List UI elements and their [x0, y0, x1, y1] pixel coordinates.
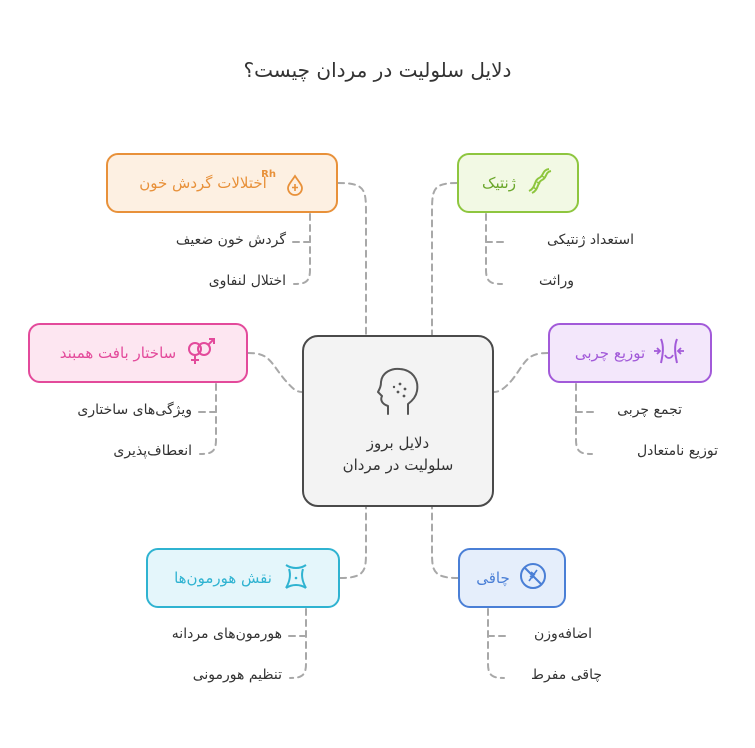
no-food-icon [518, 561, 548, 595]
dna-strand-icon [524, 166, 554, 200]
leaf-male-hormones: هورمون‌های مردانه [171, 626, 282, 642]
leaf-genetic-predisposition: استعداد ژنتیکی [546, 232, 634, 248]
leaf-fat-accumulation: تجمع چربی [617, 402, 682, 418]
head-skin-icon [374, 366, 422, 422]
waist-arrows-icon [653, 336, 685, 370]
gender-symbols-icon [184, 336, 216, 370]
node-genetics [457, 153, 579, 213]
node-obesity [458, 548, 566, 608]
leaf-lymphatic-disorder: اختلال لنفاوی [208, 273, 286, 289]
leaf-heredity: وراثت [538, 273, 574, 289]
diagram-title: دلایل سلولیت در مردان چیست؟ [243, 58, 512, 82]
leaf-uneven-distribution: توزیع نامتعادل [637, 443, 718, 459]
node-blood-circulation [106, 153, 338, 213]
leaf-morbid-obesity: چاقی مفرط [531, 667, 602, 683]
central-topic-line1: دلایل بروز [366, 434, 430, 452]
node-connective-tissue [28, 323, 248, 383]
svg-text:Rh: Rh [260, 169, 276, 180]
node-genetics-label: ژنتیک [482, 174, 516, 192]
leaf-poor-circulation: گردش خون ضعیف [175, 232, 286, 248]
node-obesity-label: چاقی [476, 569, 510, 587]
rh-blood-drop-icon [260, 166, 305, 200]
node-blood-circulation-label: اختلالات گردش خون [139, 174, 267, 192]
node-fat-distribution [548, 323, 712, 383]
torso-icon [280, 561, 312, 595]
leaf-hormonal-regulation: تنظیم هورمونی [192, 667, 282, 683]
leaf-overweight: اضافه‌وزن [533, 626, 592, 642]
central-topic-line2: سلولیت در مردان [342, 456, 454, 474]
central-topic [302, 335, 494, 507]
node-fat-distribution-label: توزیع چربی [574, 344, 646, 362]
node-hormones [146, 548, 340, 608]
node-connective-tissue-label: ساختار بافت همبند [59, 344, 177, 362]
leaf-structural-features: ویژگی‌های ساختاری [77, 402, 192, 418]
leaf-flexibility: انعطاف‌پذیری [113, 443, 192, 459]
node-hormones-label: نقش هورمون‌ها [174, 569, 272, 587]
